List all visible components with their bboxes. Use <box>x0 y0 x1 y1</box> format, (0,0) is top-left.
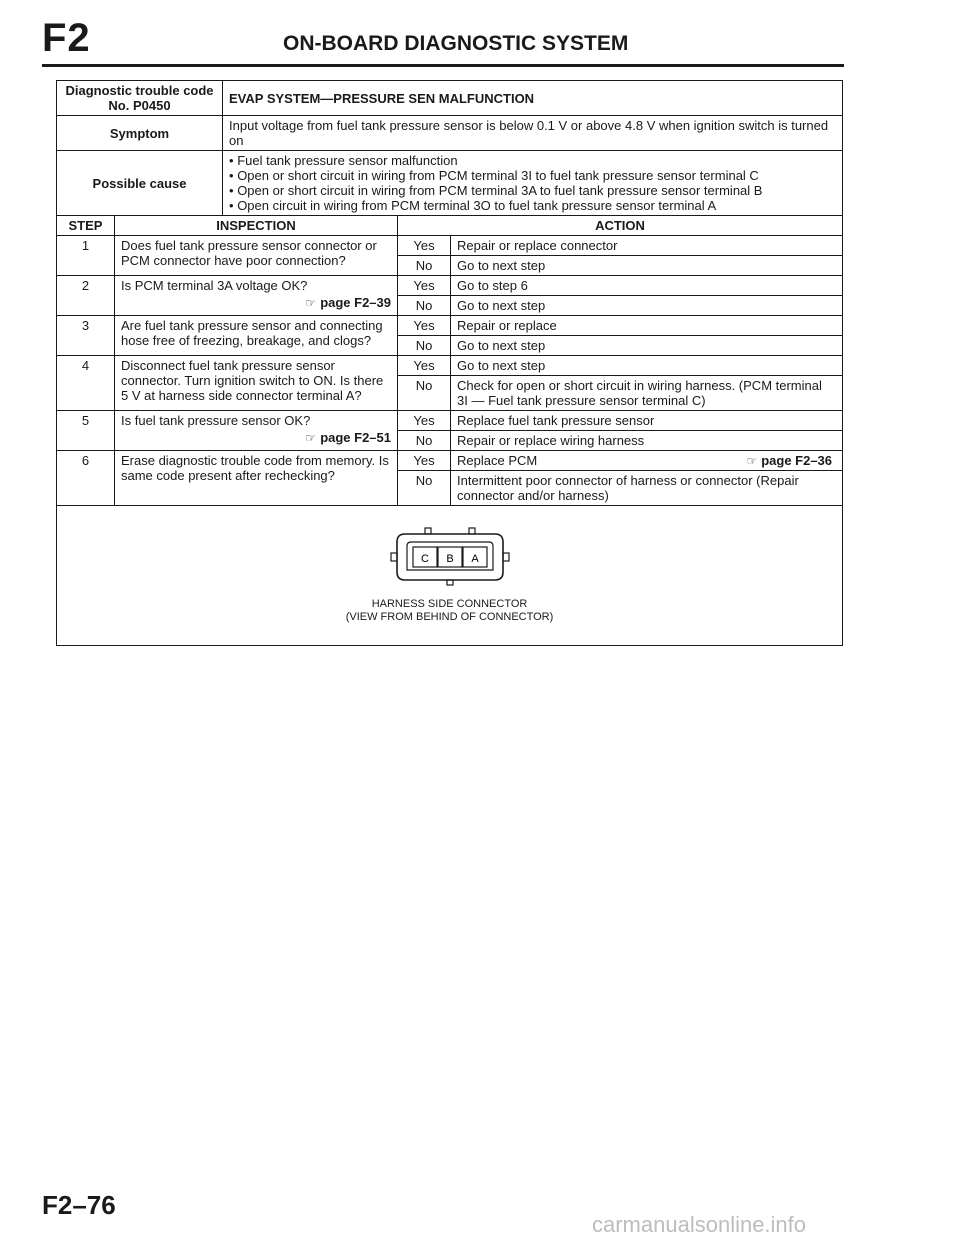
watermark: carmanualsonline.info <box>592 1212 807 1237</box>
yes-action: Repair or replace <box>451 316 843 336</box>
header-rule <box>42 64 844 67</box>
connector-diagram <box>57 506 843 646</box>
cause-item: • Open or short circuit in wiring from PCM terminal 3A to fuel tank pressure sensor terminal B <box>229 183 836 198</box>
no-label: No <box>398 471 451 506</box>
step-inspection-text: Is fuel tank pressure sensor OK? <box>121 413 311 428</box>
section-code: F2 <box>42 16 91 60</box>
yes-action <box>451 451 843 471</box>
yes-action: Repair or replace connector <box>451 236 843 256</box>
step-inspection <box>115 411 398 451</box>
possible-cause-list <box>223 151 843 216</box>
no-action: Go to next step <box>451 256 843 276</box>
step-number: 5 <box>57 411 115 451</box>
yes-action-text: Replace PCM <box>457 453 538 468</box>
diagram-caption-line: (VIEW FROM BEHIND OF CONNECTOR) <box>345 611 554 623</box>
cause-item: • Open circuit in wiring from PCM terminal 3O to fuel tank pressure sensor terminal A <box>229 198 836 213</box>
step-number: 4 <box>57 356 115 411</box>
no-action: Go to next step <box>451 296 843 316</box>
page-reference-text: page F2–51 <box>320 430 392 445</box>
step-inspection: Disconnect fuel tank pressure sensor connector. Turn ignition switch to ON. Is there 5 V at harness side connector terminal A? <box>115 356 398 411</box>
step-inspection: Are fuel tank pressure sensor and connecting hose free of freezing, breakage, and clogs? <box>115 316 398 356</box>
diagnostic-table <box>56 80 843 646</box>
pointing-hand-icon: ☞ <box>305 296 317 310</box>
symptom-label: Symptom <box>57 116 223 151</box>
cause-item: • Open or short circuit in wiring from PCM terminal 3I to fuel tank pressure sensor terminal C <box>229 168 836 183</box>
yes-label: Yes <box>398 411 451 431</box>
yes-label: Yes <box>398 316 451 336</box>
inspection-column-header: INSPECTION <box>115 216 398 236</box>
page-title: ON-BOARD DIAGNOSTIC SYSTEM <box>283 32 629 55</box>
yes-action: Replace fuel tank pressure sensor <box>451 411 843 431</box>
yes-action: Go to next step <box>451 356 843 376</box>
step-inspection: Erase diagnostic trouble code from memory. Is same code present after rechecking? <box>115 451 398 506</box>
page-reference[interactable] <box>121 430 391 446</box>
yes-label: Yes <box>398 356 451 376</box>
page-reference-text: page F2–39 <box>320 295 392 310</box>
step-number: 3 <box>57 316 115 356</box>
diagram-row <box>57 506 843 646</box>
no-label: No <box>398 296 451 316</box>
diagram-caption <box>63 598 836 624</box>
terminal-label: B <box>445 553 454 565</box>
step-row <box>57 276 843 296</box>
step-number: 1 <box>57 236 115 276</box>
no-label: No <box>398 431 451 451</box>
step-row <box>57 356 843 376</box>
no-action: Repair or replace wiring harness <box>451 431 843 451</box>
no-label: No <box>398 376 451 411</box>
action-column-header: ACTION <box>398 216 843 236</box>
terminal-label: A <box>470 553 479 565</box>
page-reference-text: page F2–36 <box>761 453 833 468</box>
connector-illustration <box>385 522 515 592</box>
yes-label: Yes <box>398 236 451 256</box>
possible-cause-label: Possible cause <box>57 151 223 216</box>
step-row <box>57 316 843 336</box>
pointing-hand-icon: ☞ <box>746 454 758 468</box>
no-label: No <box>398 256 451 276</box>
no-label: No <box>398 336 451 356</box>
yes-action: Go to step 6 <box>451 276 843 296</box>
diagram-caption-line: HARNESS SIDE CONNECTOR <box>371 598 528 610</box>
terminal-label: C <box>420 553 429 565</box>
step-row <box>57 451 843 471</box>
cause-item: • Fuel tank pressure sensor malfunction <box>229 153 836 168</box>
symptom-row <box>57 116 843 151</box>
page-reference[interactable] <box>746 453 832 469</box>
step-row <box>57 411 843 431</box>
column-header-row <box>57 216 843 236</box>
step-number: 2 <box>57 276 115 316</box>
page-number: F2–76 <box>42 1190 116 1220</box>
symptom-value: Input voltage from fuel tank pressure sensor is below 0.1 V or above 4.8 V when ignition switch is turned on <box>223 116 843 151</box>
possible-cause-row <box>57 151 843 216</box>
step-inspection-text: Is PCM terminal 3A voltage OK? <box>121 278 308 293</box>
dtc-label: Diagnostic trouble code No. P0450 <box>57 81 223 116</box>
pointing-hand-icon: ☞ <box>305 431 317 445</box>
page-reference[interactable] <box>121 295 391 311</box>
step-inspection: Does fuel tank pressure sensor connector or PCM connector have poor connection? <box>115 236 398 276</box>
dtc-value: EVAP SYSTEM—PRESSURE SEN MALFUNCTION <box>223 81 843 116</box>
yes-label: Yes <box>398 276 451 296</box>
dtc-row <box>57 81 843 116</box>
step-column-header: STEP <box>57 216 115 236</box>
yes-label: Yes <box>398 451 451 471</box>
no-action: Go to next step <box>451 336 843 356</box>
step-row <box>57 236 843 256</box>
step-inspection <box>115 276 398 316</box>
step-number: 6 <box>57 451 115 506</box>
no-action: Intermittent poor connector of harness or connector (Repair connector and/or harness) <box>451 471 843 506</box>
no-action: Check for open or short circuit in wiring harness. (PCM terminal 3I — Fuel tank pressure sensor terminal C) <box>451 376 843 411</box>
